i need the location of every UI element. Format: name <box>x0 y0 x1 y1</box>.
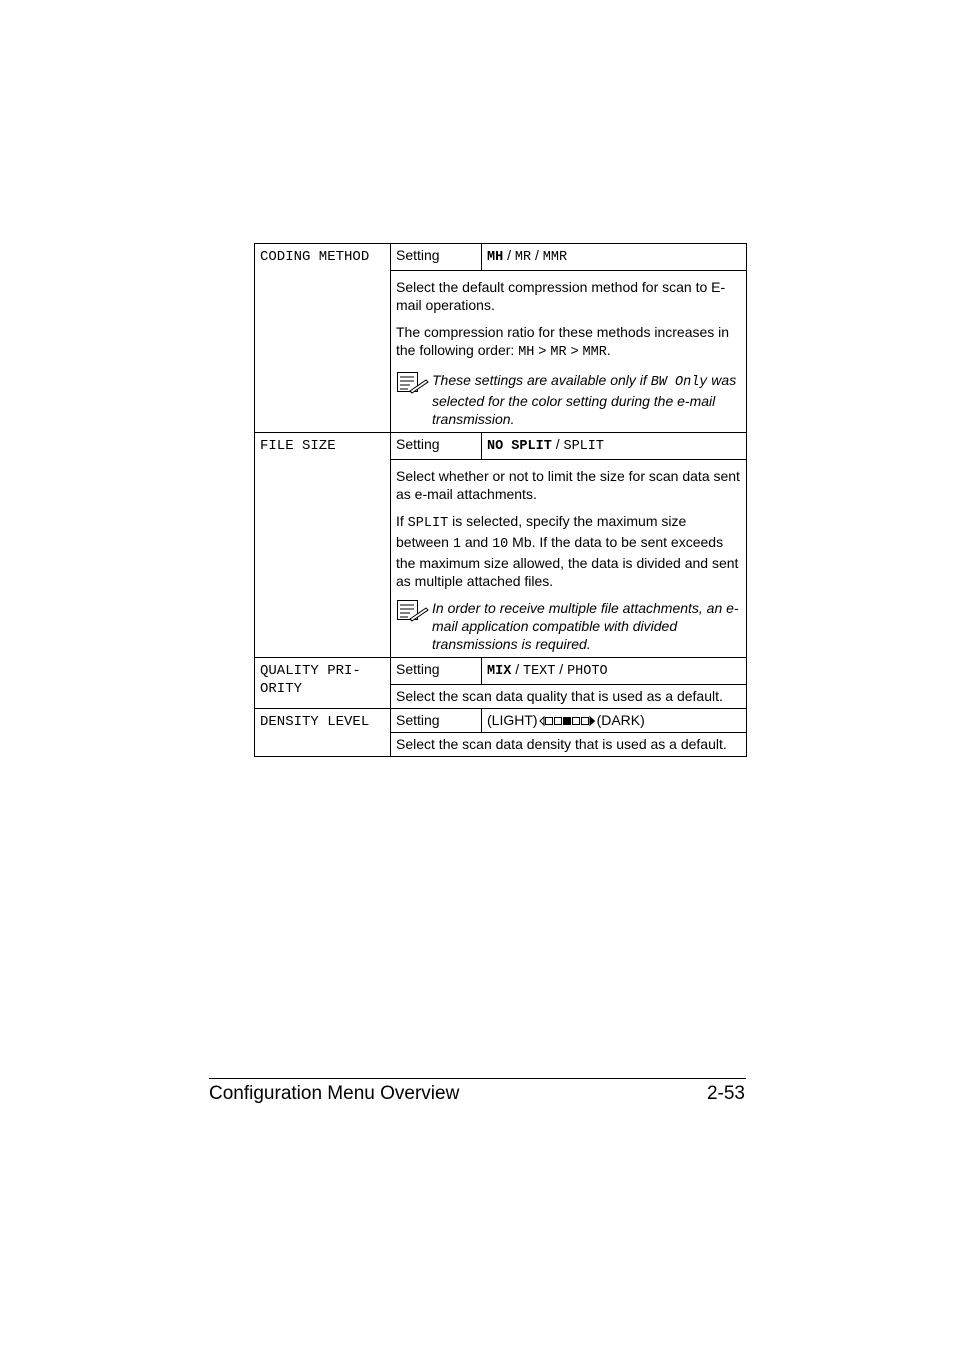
gt-symbol: > <box>570 342 579 358</box>
default-value: MIX <box>487 664 512 679</box>
note-text-part: These settings are available only if <box>432 372 651 388</box>
order-value: MR <box>550 345 567 360</box>
setting-values-file-size <box>482 433 747 460</box>
value-option: MR <box>514 250 532 265</box>
setting-values-quality-priority <box>482 658 747 685</box>
item-file-size: FILE SIZE <box>255 433 391 658</box>
period: . <box>606 342 611 358</box>
value-separator: / <box>534 247 539 263</box>
value-separator: / <box>507 247 511 263</box>
setting-label: Setting <box>391 658 482 685</box>
description-text-part: Mb. If the data to be sent exceeds the maximum size allowed, the data is divided and sent as multiple attached files. <box>396 534 739 589</box>
split-code: SPLIT <box>407 516 449 531</box>
value-option: TEXT <box>522 664 556 679</box>
default-value: NO SPLIT <box>487 439 552 454</box>
dark-label: (DARK) <box>596 712 645 728</box>
value-separator: / <box>559 661 564 677</box>
note-icon <box>396 371 432 428</box>
value-option: PHOTO <box>567 664 608 679</box>
description-text-part: is selected, specify the maximum size between <box>396 513 687 550</box>
row-file-size-setting <box>255 433 747 460</box>
order-value: MMR <box>582 345 607 360</box>
item-density-level: DENSITY LEVEL <box>255 709 391 757</box>
item-text-line: QUALITY PRI- <box>260 663 361 679</box>
note-block <box>396 599 741 653</box>
configuration-table <box>254 243 747 757</box>
row-coding-method-setting <box>255 244 747 271</box>
setting-values-density-level <box>482 709 747 733</box>
description-text <box>396 323 741 362</box>
max-size: 10 <box>492 537 509 552</box>
description-text-part: and <box>460 534 493 550</box>
setting-label: Setting <box>391 433 482 460</box>
description-density-level: Select the scan data density that is used as a default. <box>391 733 747 757</box>
item-text-line: ORITY <box>260 681 303 697</box>
note-text <box>432 371 741 428</box>
light-label: (LIGHT) <box>487 712 538 728</box>
order-value: MH <box>518 345 535 360</box>
setting-label: Setting <box>391 709 482 733</box>
page-number: 2-53 <box>706 1083 745 1104</box>
gt-symbol: > <box>538 342 547 358</box>
description-text-part: If <box>396 513 408 529</box>
note-icon <box>396 599 432 653</box>
description-quality-priority: Select the scan data quality that is used as a default. <box>391 685 747 709</box>
row-density-level-setting <box>255 709 747 733</box>
note-block <box>396 371 741 428</box>
value-separator: / <box>515 661 520 677</box>
footer-rule <box>209 1078 746 1079</box>
description-coding-method <box>391 271 747 433</box>
value-option: MMR <box>542 250 568 265</box>
value-separator: / <box>555 436 560 452</box>
description-text <box>396 512 741 590</box>
note-text-part: was selected for the color setting during the e-mail transmission. <box>432 372 737 427</box>
description-text: Select the default compression method for scan to E-mail operations. <box>396 279 726 313</box>
value-option: SPLIT <box>563 439 604 454</box>
setting-label: Setting <box>391 244 482 271</box>
density-scale-icon <box>539 715 596 727</box>
description-file-size <box>391 460 747 658</box>
description-text: Select whether or not to limit the size for scan data sent as e-mail attachments. <box>396 468 740 502</box>
note-code: BW Only <box>650 375 708 390</box>
description-text-part: The compression ratio for these methods increases in the following order: <box>396 324 730 358</box>
footer-title: Configuration Menu Overview <box>209 1083 460 1104</box>
item-quality-priority <box>255 658 391 709</box>
note-text: In order to receive multiple file attachments, an e-mail application compatible with divided transmissions is required. <box>432 600 739 652</box>
setting-values-coding-method <box>482 244 747 271</box>
item-coding-method: CODING METHOD <box>255 244 391 433</box>
min-size: 1 <box>452 537 461 552</box>
row-quality-priority-setting <box>255 658 747 685</box>
default-value: MH <box>487 250 504 265</box>
